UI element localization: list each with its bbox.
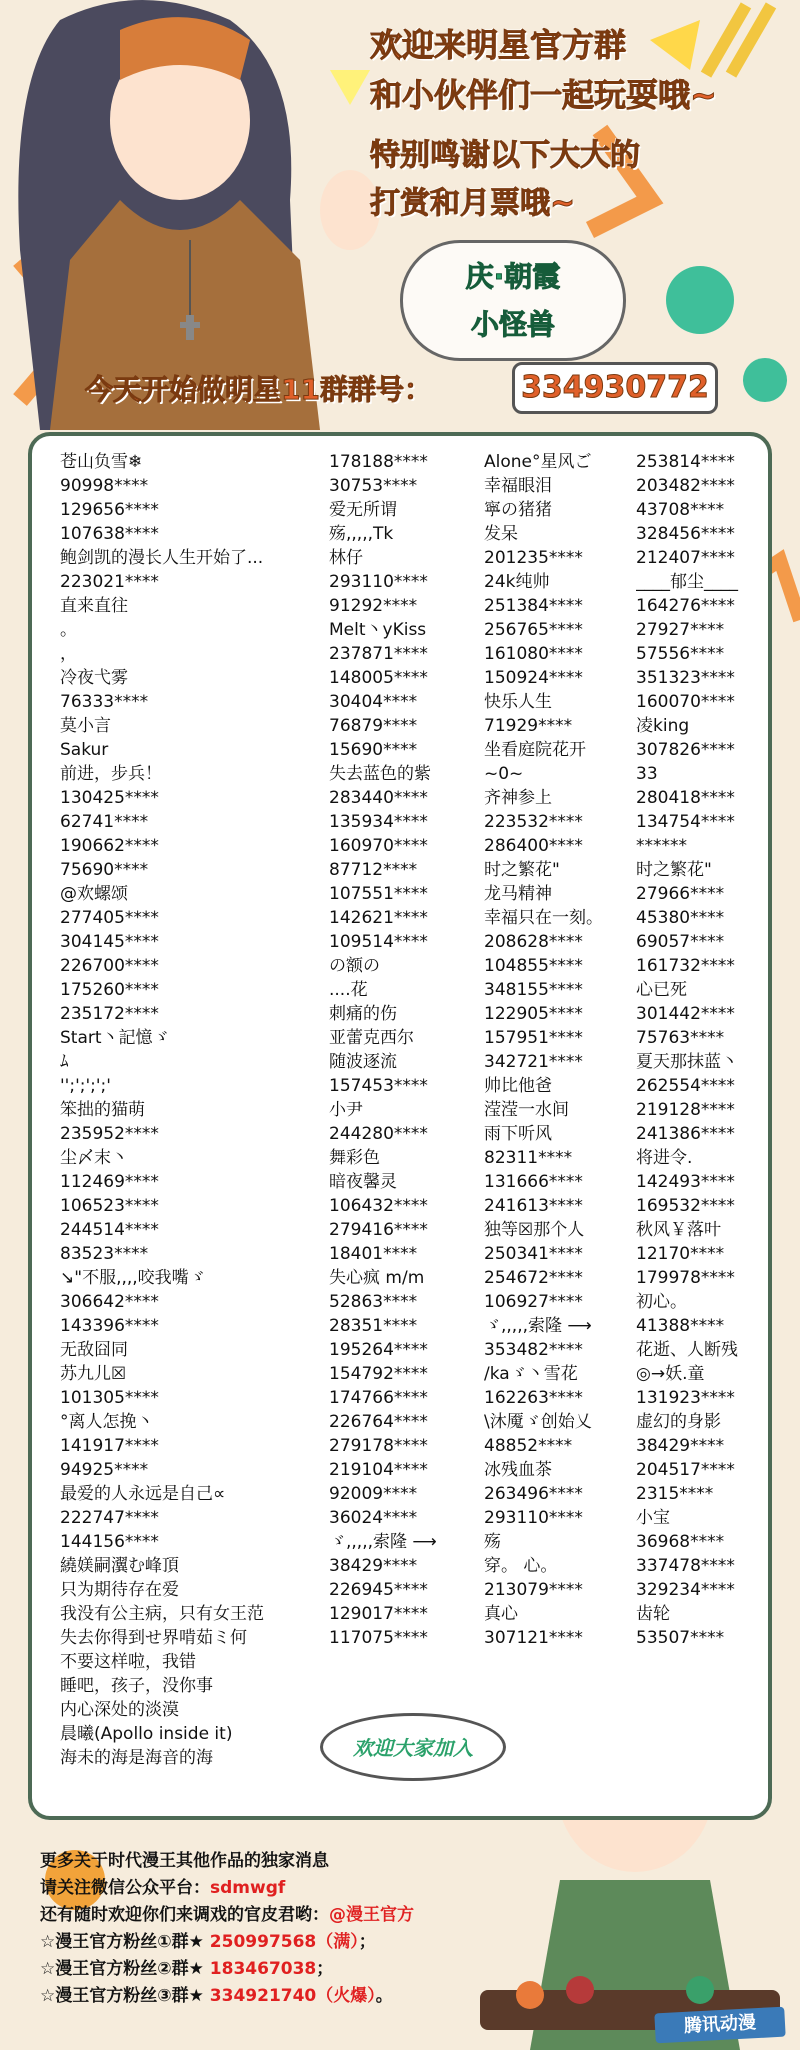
supporter-name: 76879****: [329, 716, 418, 736]
supporter-name: 250341****: [484, 1244, 583, 1264]
supporter-name: 刺痛的伤: [329, 1004, 397, 1024]
supporter-name: 时之繁花": [484, 860, 560, 880]
header-title-line4: 打赏和月票哦~: [370, 186, 576, 221]
fan-group-2-suffix: ；: [316, 1959, 334, 1979]
supporter-name: 157951****: [484, 1028, 583, 1048]
supporter-name: 223021****: [60, 572, 159, 592]
supporter-name: 24k纯帅: [484, 572, 550, 592]
supporter-name: 129017****: [329, 1604, 428, 1624]
supporter-name: 226700****: [60, 956, 159, 976]
supporter-name: 最爱的人永远是自己∝: [60, 1484, 226, 1504]
supporter-name: 195264****: [329, 1340, 428, 1360]
supporter-name: \沐魇ゞ创始乂: [484, 1412, 592, 1432]
supporter-name: 222747****: [60, 1508, 159, 1528]
supporter-name: 舞彩色: [329, 1148, 380, 1168]
supporter-name: 69057****: [636, 932, 725, 952]
supporter-name: 莫小言: [60, 716, 111, 736]
supporter-name: 雨下听风: [484, 1124, 552, 1144]
supporter-name: 30404****: [329, 692, 418, 712]
fan-group-2: [40, 1956, 560, 1983]
wechat-account: sdmwgf: [210, 1878, 286, 1898]
supporter-name: 90998****: [60, 476, 149, 496]
supporters-column-1: [60, 450, 335, 1770]
supporter-name: 92009****: [329, 1484, 418, 1504]
supporter-name: 53507****: [636, 1628, 725, 1648]
fan-group-1-status: （满）: [316, 1932, 359, 1952]
supporter-name: 293110****: [484, 1508, 583, 1528]
supporter-name: 107551****: [329, 884, 428, 904]
supporter-name: 251384****: [484, 596, 583, 616]
supporter-name: 256765****: [484, 620, 583, 640]
supporter-name: 殇,,,,,Tk: [329, 524, 394, 544]
supporter-name: 169532****: [636, 1196, 735, 1216]
supporter-name: 112469****: [60, 1172, 159, 1192]
supporter-name: 157453****: [329, 1076, 428, 1096]
supporter-name: 131666****: [484, 1172, 583, 1192]
supporter-name: 心已死: [636, 980, 687, 1000]
supporter-name: の额の: [329, 956, 380, 976]
supporter-name: 219128****: [636, 1100, 735, 1120]
supporter-name: 150924****: [484, 668, 583, 688]
supporter-name: 104855****: [484, 956, 583, 976]
supporter-name: 175260****: [60, 980, 159, 1000]
supporter-name: 226945****: [329, 1580, 428, 1600]
supporter-name: 212407****: [636, 548, 735, 568]
supporter-name: ゞ,,,,,索隆 ⟶: [484, 1316, 592, 1336]
supporter-name: 148005****: [329, 668, 428, 688]
supporter-name: 219104****: [329, 1460, 428, 1480]
supporter-name: 293110****: [329, 572, 428, 592]
fan-group-1-label: ☆漫王官方粉丝①群★: [40, 1932, 210, 1952]
supporter-name: 寧の猪猪: [484, 500, 552, 520]
supporter-name: 鲍剑凯的漫长人生开始了...: [60, 548, 264, 568]
supporter-name: 62741****: [60, 812, 149, 832]
thanks-name-1: 庆·朝霞: [465, 260, 561, 293]
supporter-name: 307121****: [484, 1628, 583, 1648]
supporter-name: 76333****: [60, 692, 149, 712]
supporter-name: 齐神参上: [484, 788, 552, 808]
supporter-name: 71929****: [484, 716, 573, 736]
supporter-name: 33: [636, 764, 658, 784]
supporter-name: 283440****: [329, 788, 428, 808]
supporter-name: 87712****: [329, 860, 418, 880]
supporter-name: '';';';';': [60, 1076, 111, 1096]
supporter-name: 329234****: [636, 1580, 735, 1600]
special-thanks-box: [400, 240, 626, 361]
supporter-name: 时之繁花": [636, 860, 712, 880]
supporter-name: 滢滢一水间: [484, 1100, 569, 1120]
supporter-name: 57556****: [636, 644, 725, 664]
supporter-name: 不要这样啦，我错: [60, 1652, 196, 1672]
group-number: 334930772: [512, 362, 718, 414]
supporter-name: 28351****: [329, 1316, 418, 1336]
supporter-name: 164276****: [636, 596, 735, 616]
supporter-name: 齿轮: [636, 1604, 670, 1624]
supporter-name: 30753****: [329, 476, 418, 496]
supporter-name: 262554****: [636, 1076, 735, 1096]
supporter-name: 穿。 心。: [484, 1556, 558, 1576]
thanks-name-2: 小怪兽: [470, 308, 555, 341]
supporter-name: 。: [60, 620, 77, 640]
supporter-name: ~0~: [484, 764, 524, 784]
supporter-name: 348155****: [484, 980, 583, 1000]
supporter-name: 尘〆末丶: [60, 1148, 128, 1168]
supporter-name: 253814****: [636, 452, 735, 472]
supporter-name: 235952****: [60, 1124, 159, 1144]
supporter-name: 301442****: [636, 1004, 735, 1024]
supporter-name: Melt丶yKiss: [329, 620, 427, 640]
supporter-name: 174766****: [329, 1388, 428, 1408]
supporter-name: 241386****: [636, 1124, 735, 1144]
supporter-name: 75690****: [60, 860, 149, 880]
group-label: 今天开始做明星11群群号：: [85, 373, 432, 406]
supporter-name: 244514****: [60, 1220, 159, 1240]
supporter-name: 繞媄嗣瀷む峰頂: [60, 1556, 179, 1576]
watermark-logo: 腾讯动漫: [654, 2007, 785, 2044]
supporter-name: 154792****: [329, 1364, 428, 1384]
supporter-name: 143396****: [60, 1316, 159, 1336]
supporter-name: 226764****: [329, 1412, 428, 1432]
supporter-name: 林仔: [329, 548, 363, 568]
supporter-name: ....花: [329, 980, 368, 1000]
supporter-name: 虚幻的身影: [636, 1412, 721, 1432]
supporter-name: 龙马精神: [484, 884, 552, 904]
supporter-name: 286400****: [484, 836, 583, 856]
supporter-name: 快乐人生: [484, 692, 552, 712]
supporter-name: 134754****: [636, 812, 735, 832]
supporter-name: 122905****: [484, 1004, 583, 1024]
supporter-name: 83523****: [60, 1244, 149, 1264]
supporter-name: 237871****: [329, 644, 428, 664]
supporter-name: 48852****: [484, 1436, 573, 1456]
supporter-name: 106927****: [484, 1292, 583, 1312]
supporter-name: 夏天那抹蓝丶: [636, 1052, 738, 1072]
supporter-name: @欢螺颂: [60, 884, 128, 904]
supporter-name: 27966****: [636, 884, 725, 904]
supporter-name: 初心。: [636, 1292, 687, 1312]
header-title-line1: 欢迎来明星官方群: [370, 26, 627, 64]
supporter-name: 41388****: [636, 1316, 725, 1336]
fan-group-2-number: 183467038: [209, 1959, 317, 1979]
supporter-name: 真心: [484, 1604, 518, 1624]
supporter-name: 殇: [484, 1532, 501, 1552]
wechat-label: 请关注微信公众平台：: [40, 1878, 210, 1898]
supporter-name: 27927****: [636, 620, 725, 640]
supporter-name: 苏九儿☒: [60, 1364, 127, 1384]
supporter-name: 36024****: [329, 1508, 418, 1528]
supporter-name: 160070****: [636, 692, 735, 712]
supporter-name: 直来直往: [60, 596, 128, 616]
supporter-name: 82311****: [484, 1148, 573, 1168]
supporter-name: 小宝: [636, 1508, 670, 1528]
supporter-name: ↘"不服,,,,咬我嘴ゞ: [60, 1268, 206, 1288]
supporter-name: 109514****: [329, 932, 428, 952]
supporter-name: 发呆: [484, 524, 518, 544]
supporter-name: °离人怎挽丶: [60, 1412, 154, 1432]
supporter-name: ，: [60, 644, 77, 664]
supporter-name: 45380****: [636, 908, 725, 928]
supporter-name: 280418****: [636, 788, 735, 808]
supporter-name: 351323****: [636, 668, 735, 688]
supporter-name: Alone°星风ご: [484, 452, 592, 472]
footer-line-3: [40, 1902, 560, 1929]
welcome-text: 欢迎大家加入: [353, 1736, 473, 1760]
supporter-name: 135934****: [329, 812, 428, 832]
supporters-list-panel: [28, 432, 772, 1820]
supporter-name: 失去蓝色的紫: [329, 764, 431, 784]
supporters-column-3: [484, 450, 634, 1650]
supporter-name: /kaゞ丶雪花: [484, 1364, 578, 1384]
supporter-name: 只为期待存在爱: [60, 1580, 179, 1600]
supporter-name: 328456****: [636, 524, 735, 544]
supporter-name: 178188****: [329, 452, 428, 472]
supporter-name: 241613****: [484, 1196, 583, 1216]
fan-group-3-label: ☆漫王官方粉丝③群★: [40, 1986, 210, 2006]
supporter-name: 15690****: [329, 740, 418, 760]
supporter-name: 冷夜弋雾: [60, 668, 128, 688]
supporter-name: 43708****: [636, 500, 725, 520]
supporter-name: 277405****: [60, 908, 159, 928]
supporter-name: ﾑ: [60, 1052, 69, 1072]
supporter-name: 花逝、人断残: [636, 1340, 738, 1360]
supporter-name: 幸福眼泪: [484, 476, 552, 496]
supporter-name: 144156****: [60, 1532, 159, 1552]
supporter-name: 160970****: [329, 836, 428, 856]
supporter-name: 179978****: [636, 1268, 735, 1288]
supporter-name: Sakur: [60, 740, 109, 760]
footer-line-2: [40, 1875, 560, 1902]
supporter-name: 内心深处的淡漠: [60, 1700, 179, 1720]
supporter-name: 笨拙的猫萌: [60, 1100, 145, 1120]
supporter-name: 203482****: [636, 476, 735, 496]
supporter-name: 106432****: [329, 1196, 428, 1216]
supporter-name: 将进令.: [636, 1148, 693, 1168]
supporter-name: 52863****: [329, 1292, 418, 1312]
supporter-name: ____郁尘____: [636, 572, 738, 592]
header-title-line3: 特别鸣谢以下大大的: [370, 138, 640, 173]
supporter-name: 131923****: [636, 1388, 735, 1408]
supporter-name: 秋风￥落叶: [636, 1220, 721, 1240]
supporter-name: 我没有公主病，只有女王范: [60, 1604, 264, 1624]
supporter-name: 小尹: [329, 1100, 363, 1120]
supporter-name: 晨曦(Apollo inside it): [60, 1724, 233, 1744]
supporter-name: 142621****: [329, 908, 428, 928]
supporter-name: 142493****: [636, 1172, 735, 1192]
supporter-name: 107638****: [60, 524, 159, 544]
supporter-name: 117075****: [329, 1628, 428, 1648]
supporter-name: 279178****: [329, 1436, 428, 1456]
supporter-name: 失去你得到せ界啃茹ミ何: [60, 1628, 247, 1648]
supporter-name: ◎→妖.童: [636, 1364, 705, 1384]
supporter-name: 18401****: [329, 1244, 418, 1264]
supporter-name: 337478****: [636, 1556, 735, 1576]
supporter-name: 帅比他爸: [484, 1076, 552, 1096]
weibo-label: 还有随时欢迎你们来调戏的官皮君哟：: [40, 1905, 329, 1925]
supporter-name: 101305****: [60, 1388, 159, 1408]
supporter-name: 201235****: [484, 548, 583, 568]
supporter-name: 75763****: [636, 1028, 725, 1048]
supporter-name: 2315****: [636, 1484, 714, 1504]
supporter-name: 坐看庭院花开: [484, 740, 586, 760]
supporters-column-2: [329, 450, 479, 1650]
supporter-name: 306642****: [60, 1292, 159, 1312]
supporter-name: 342721****: [484, 1052, 583, 1072]
supporter-name: 前进，步兵！: [60, 764, 162, 784]
welcome-speech-bubble: [320, 1713, 506, 1781]
supporter-name: Start丶記憶ゞ: [60, 1028, 170, 1048]
supporter-name: 279416****: [329, 1220, 428, 1240]
supporter-name: 幸福只在一刻。: [484, 908, 603, 928]
header-title-line2: 和小伙伴们一起玩耍哦~: [370, 76, 717, 114]
supporter-name: 353482****: [484, 1340, 583, 1360]
supporter-name: 无敌囧同: [60, 1340, 128, 1360]
supporter-name: 12170****: [636, 1244, 725, 1264]
supporter-name: 235172****: [60, 1004, 159, 1024]
supporter-name: 海未的海是海音的海: [60, 1748, 213, 1768]
fan-group-3-suffix: 。: [375, 1986, 393, 2006]
deco-circle: [666, 266, 734, 334]
supporter-name: 独等☒那个人: [484, 1220, 585, 1240]
supporter-name: 凌king: [636, 716, 690, 736]
supporter-name: 162263****: [484, 1388, 583, 1408]
supporter-name: 190662****: [60, 836, 159, 856]
fan-group-3-status: （火爆）: [316, 1986, 376, 2006]
supporter-name: 36968****: [636, 1532, 725, 1552]
supporter-name: 冰残血茶: [484, 1460, 552, 1480]
supporter-name: 244280****: [329, 1124, 428, 1144]
supporter-name: 129656****: [60, 500, 159, 520]
supporters-column-4: [636, 450, 764, 1650]
supporter-name: 暗夜馨灵: [329, 1172, 397, 1192]
footer-info: [40, 1848, 560, 2010]
supporter-name: 38429****: [636, 1436, 725, 1456]
fan-group-2-label: ☆漫王官方粉丝②群★: [40, 1959, 210, 1979]
supporter-name: 94925****: [60, 1460, 149, 1480]
fan-group-3: [40, 1983, 560, 2010]
supporter-name: 91292****: [329, 596, 418, 616]
supporter-name: ******: [636, 836, 687, 856]
supporter-name: 161732****: [636, 956, 735, 976]
footer-line-1: 更多关于时代漫王其他作品的独家消息: [40, 1851, 329, 1871]
supporter-name: 254672****: [484, 1268, 583, 1288]
supporter-name: 亚蕾克西尔: [329, 1028, 414, 1048]
supporter-name: 223532****: [484, 812, 583, 832]
supporter-name: 失心疯 m/m: [329, 1268, 425, 1288]
supporter-name: 307826****: [636, 740, 735, 760]
supporter-name: 随波逐流: [329, 1052, 397, 1072]
supporter-name: 爱无所谓: [329, 500, 397, 520]
supporter-name: 213079****: [484, 1580, 583, 1600]
supporter-name: 141917****: [60, 1436, 159, 1456]
supporter-name: 38429****: [329, 1556, 418, 1576]
fan-group-1-number: 250997568: [209, 1932, 317, 1952]
supporter-name: 304145****: [60, 932, 159, 952]
weibo-account: @漫王官方: [329, 1905, 414, 1925]
supporter-name: 130425****: [60, 788, 159, 808]
supporter-name: 苍山负雪❄: [60, 452, 143, 472]
supporter-name: 106523****: [60, 1196, 159, 1216]
supporter-name: 208628****: [484, 932, 583, 952]
supporter-name: 263496****: [484, 1484, 583, 1504]
supporter-name: 睡吧，孩子，没你事: [60, 1676, 213, 1696]
fan-group-3-number: 334921740: [209, 1986, 317, 2006]
supporter-name: 161080****: [484, 644, 583, 664]
fan-group-1: [40, 1929, 560, 1956]
supporter-name: ゞ,,,,,索隆 ⟶: [329, 1532, 437, 1552]
supporter-name: 204517****: [636, 1460, 735, 1480]
fan-group-1-suffix: ；: [358, 1932, 376, 1952]
